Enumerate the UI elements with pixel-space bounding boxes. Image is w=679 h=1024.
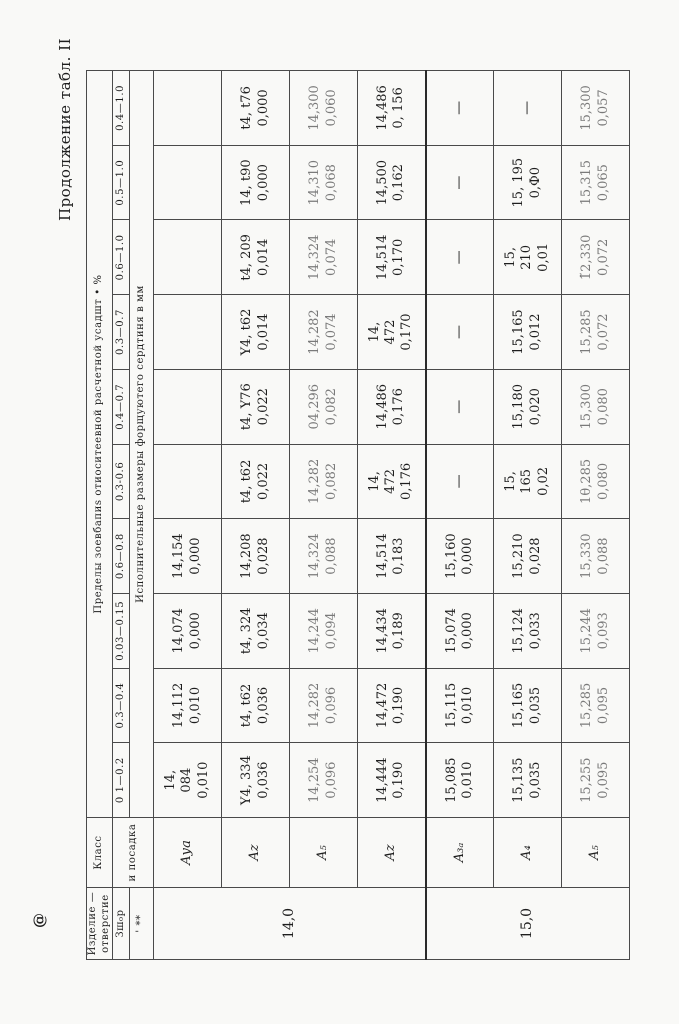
value-top: 15,285 [579,309,595,355]
header-range-6: 0.3—0.7 [113,295,130,370]
header-size-sub: Зш₀р [113,888,130,960]
value-top: — [451,474,467,489]
value-cell [494,444,562,519]
value-cell [562,145,630,220]
table-row [494,71,562,960]
value-tolerance: 0, 156 [391,87,407,129]
value-tolerance: 0,057 [595,89,611,127]
value-top: 15,074 [443,608,459,654]
value-tolerance: 0,014 [255,313,271,351]
value-top: — [451,250,467,265]
value-cell [222,668,290,743]
value-cell [222,444,290,519]
table-row [222,71,290,960]
value-cell [358,519,426,594]
value-top: — [451,100,467,115]
value-top: 15,085 [443,757,459,803]
value-cell [290,519,358,594]
value-top: 14,486 [375,383,390,430]
value-cell [290,145,358,220]
value-tolerance: 472 [383,469,399,494]
value-cell [358,145,426,220]
value-top: 14,310 [307,159,323,206]
value-cell [358,668,426,743]
value-tolerance: 0,190 [391,686,407,725]
value-cell [290,71,358,146]
value-tolerance: 0,072 [595,238,611,276]
value-tolerance: 0,072 [595,313,611,351]
header-range-1: 0.3—0.4 [113,668,130,743]
value-top: 15, [503,247,519,268]
class-cell: Az [358,818,426,888]
value-top: 15,210 [511,533,527,579]
value-top: — [451,325,467,340]
value-tolerance: 0,014 [255,238,271,276]
value-cell [290,593,358,668]
value-tolerance: 0,065 [595,164,611,202]
value-tolerance: 0,176 [399,462,415,501]
value-cell [290,668,358,743]
header-range-7: 0.6—1.0 [113,220,130,295]
value-cell [562,295,630,370]
value-top: t4, t76 [239,86,255,130]
value-cell [562,743,630,818]
value-cell [426,220,494,295]
value-cell [358,369,426,444]
size-cell: 14,0 [154,888,426,960]
value-top: — [451,399,467,414]
value-cell [426,519,494,594]
value-top: 14,472 [375,682,390,729]
value-top: 14,444 [375,757,390,803]
value-tolerance: 0,033 [527,612,543,650]
value-top: 14, [163,769,179,791]
value-cell [426,593,494,668]
value-top: 15,160 [443,533,459,579]
value-cell [154,295,222,370]
value-tolerance: 0,020 [527,388,543,426]
value-tolerance: 210 [519,244,535,270]
table-caption: Продолжение табл. II [56,38,74,222]
dimensions-table [86,70,630,960]
rotated-table-sheet [56,30,620,970]
value-tolerance: 0,082 [323,462,339,501]
value-tolerance: 0,028 [527,537,543,575]
value-top: 14,434 [375,608,390,654]
value-top: 15,115 [443,682,459,729]
value-tolerance: 0,Ф0 [527,166,543,199]
value-cell [222,295,290,370]
value-tolerance: 0,074 [323,238,339,276]
value-tolerance: 0,074 [323,313,339,351]
value-top: 14, [366,321,382,343]
value-top: 15, [503,471,519,492]
value-top: 14, t90 [239,159,255,206]
value-cell [222,71,290,146]
value-cell [494,743,562,818]
header-range-8: 0.5—1.0 [113,145,130,220]
value-tolerance: 0,010 [195,761,211,799]
value-top: 15,300 [579,383,595,430]
value-top: 15,300 [579,85,595,131]
header-top-group: Пределы зоевбапиs отиоситеевной расчетной усадшт • % [87,71,113,818]
value-tolerance: 0,036 [255,686,271,725]
value-tolerance: 0,01 [535,242,551,272]
page-corner-mark: @ [30,913,48,928]
value-tolerance: 0,094 [323,612,339,650]
value-top: t4, t62 [239,459,255,504]
value-tolerance: 0,189 [391,612,407,650]
header-range-3: 0.6—0.8 [113,519,130,594]
value-cell [562,668,630,743]
value-top: 14,244 [307,608,323,654]
header-range-0: 0 1—0.2 [113,743,130,818]
class-cell: Az [222,818,290,888]
value-cell [290,220,358,295]
value-tolerance: 0,036 [255,761,271,799]
value-tolerance: 0,028 [255,537,271,575]
value-top: 14,514 [375,533,390,579]
value-top: 15,165 [511,309,527,355]
value-top: 14,324 [307,533,323,579]
value-tolerance: 0,095 [595,761,611,799]
value-top: 14,208 [239,533,255,579]
value-tolerance: 0,068 [323,164,339,202]
value-tolerance: 0,183 [391,537,407,575]
value-top: 15,330 [579,533,595,579]
value-top: 14,324 [307,234,323,281]
value-top: 14, [366,471,382,492]
value-cell [154,71,222,146]
value-cell [154,593,222,668]
value-tolerance: 0,170 [399,313,415,351]
value-cell [154,145,222,220]
value-cell [154,220,222,295]
header-range-2: 0.03—0.15 [113,593,130,668]
value-cell [426,444,494,519]
table-row [358,71,426,960]
value-top: 14,282 [307,458,323,505]
value-cell [154,668,222,743]
value-tolerance: 0,012 [527,313,543,351]
value-cell [358,295,426,370]
table-row [426,71,494,960]
value-top: 15,244 [579,608,595,654]
value-top: t4, 209 [239,234,255,281]
value-cell [222,145,290,220]
value-top: 14,282 [307,682,323,729]
value-top: 14,154 [171,533,187,579]
value-tolerance: 0,035 [527,761,543,799]
value-cell [358,220,426,295]
value-cell [562,369,630,444]
value-tolerance: 0,035 [527,686,543,725]
value-top: 1̃2,330 [579,234,595,281]
value-top: t4, Y76 [239,383,255,431]
value-top: 14,254 [307,757,323,803]
value-tolerance: 0,080 [595,462,611,501]
value-tolerance: 472 [383,319,399,345]
value-tolerance: 165 [519,469,535,494]
value-top: 1θ,285 [579,458,595,504]
value-cell [290,369,358,444]
value-tolerance: 0,000 [255,89,271,127]
value-tolerance: 0,190 [391,761,407,799]
value-cell [290,743,358,818]
value-cell [358,743,426,818]
value-cell [154,444,222,519]
value-top: 15,285 [579,682,595,729]
header-sub-group: Исполнительные размеры форщуютего сердтиня в мм [130,71,154,818]
value-tolerance: 0,034 [255,612,271,650]
value-top: 14,500 [375,159,390,206]
value-cell [358,444,426,519]
value-tolerance: 0,176 [391,388,407,426]
value-cell [222,220,290,295]
value-tolerance: 0,022 [255,462,271,501]
value-top: — [518,100,535,115]
value-cell [562,220,630,295]
value-cell [426,668,494,743]
value-tolerance: 0,010 [459,761,475,799]
class-cell: A₃ₐ [426,818,494,888]
value-cell [154,369,222,444]
value-cell [154,519,222,594]
size-cell: 15,0 [426,888,630,960]
value-tolerance: 0,000 [459,612,475,650]
value-top: 14,514 [375,234,390,281]
value-cell [222,369,290,444]
value-cell [426,145,494,220]
value-tolerance: 0,080 [595,388,611,426]
header-class: Класс [87,818,113,888]
table-row [154,71,222,960]
value-tolerance: 0,010 [187,686,203,725]
value-cell [562,519,630,594]
value-tolerance: 0,000 [459,537,475,575]
value-cell [494,369,562,444]
class-cell: A₅ [562,818,630,888]
value-tolerance: 0,060 [323,89,339,127]
value-cell [358,71,426,146]
value-cell [494,145,562,220]
value-cell [358,593,426,668]
value-cell [494,519,562,594]
value-tolerance: 0,000 [187,537,203,575]
value-cell [562,593,630,668]
value-top: t4, 324 [239,607,255,655]
value-cell [494,668,562,743]
value-top: 15,165 [511,682,527,729]
value-cell [154,743,222,818]
table-body [154,71,630,960]
value-top: 15,315 [579,159,595,206]
class-cell: Aуа [154,818,222,888]
value-tolerance: 0,000 [187,612,203,650]
value-cell [426,295,494,370]
value-cell [222,519,290,594]
class-cell: A₅ [290,818,358,888]
value-top: Y4, t62 [239,308,255,356]
value-tolerance: 0,096 [323,686,339,725]
value-top: 15,255 [579,757,595,803]
header-range-4: 0.3-0.6 [113,444,130,519]
header-size: Изделие — отверстие [87,888,113,960]
value-top: 15,180 [511,383,527,430]
value-top: Y4, 334 [239,755,255,806]
value-top: 04,296 [307,383,323,430]
value-top: — [451,175,467,190]
value-top: 14,112 [171,682,187,729]
value-tolerance: 0,162 [391,164,407,202]
value-cell [222,593,290,668]
value-top: 14,282 [307,309,323,355]
value-top: 15, 195 [511,157,527,208]
value-cell [426,71,494,146]
header-class-sub: и посадка [113,818,154,888]
table-row [290,71,358,960]
value-cell [290,295,358,370]
value-cell [222,743,290,818]
value-tolerance: 0,022 [255,388,271,426]
value-top: t4, t62 [239,683,255,728]
value-tolerance: 0,096 [323,761,339,799]
value-cell [426,369,494,444]
value-tolerance: 0,082 [323,388,339,426]
header-range-9: 0.4—1.0 [113,71,130,146]
value-tolerance: 0,088 [323,537,339,575]
value-tolerance: 0,02 [535,466,551,496]
value-tolerance: 0,095 [595,686,611,725]
class-cell: A₄ [494,818,562,888]
value-tolerance: 0,088 [595,537,611,575]
value-top: 14,300 [307,85,323,131]
value-tolerance: 0,170 [391,238,407,276]
header-size-sub2: ' ** [130,888,154,960]
value-cell [494,71,562,146]
value-tolerance: 0,093 [595,612,611,650]
header-range-5: 0.4—0.7 [113,369,130,444]
value-cell [562,71,630,146]
table-row [562,71,630,960]
value-top: 15,124 [511,608,527,654]
value-cell [494,593,562,668]
value-cell [562,444,630,519]
value-top: 15,135 [511,757,527,803]
value-cell [426,743,494,818]
value-top: 14,074 [171,608,187,654]
value-tolerance: 0,000 [255,164,271,202]
value-tolerance: 0,010 [459,686,475,725]
value-top: 14,486 [375,85,390,131]
value-cell [494,220,562,295]
value-cell [290,444,358,519]
value-cell [494,295,562,370]
value-tolerance: 084 [179,767,195,793]
